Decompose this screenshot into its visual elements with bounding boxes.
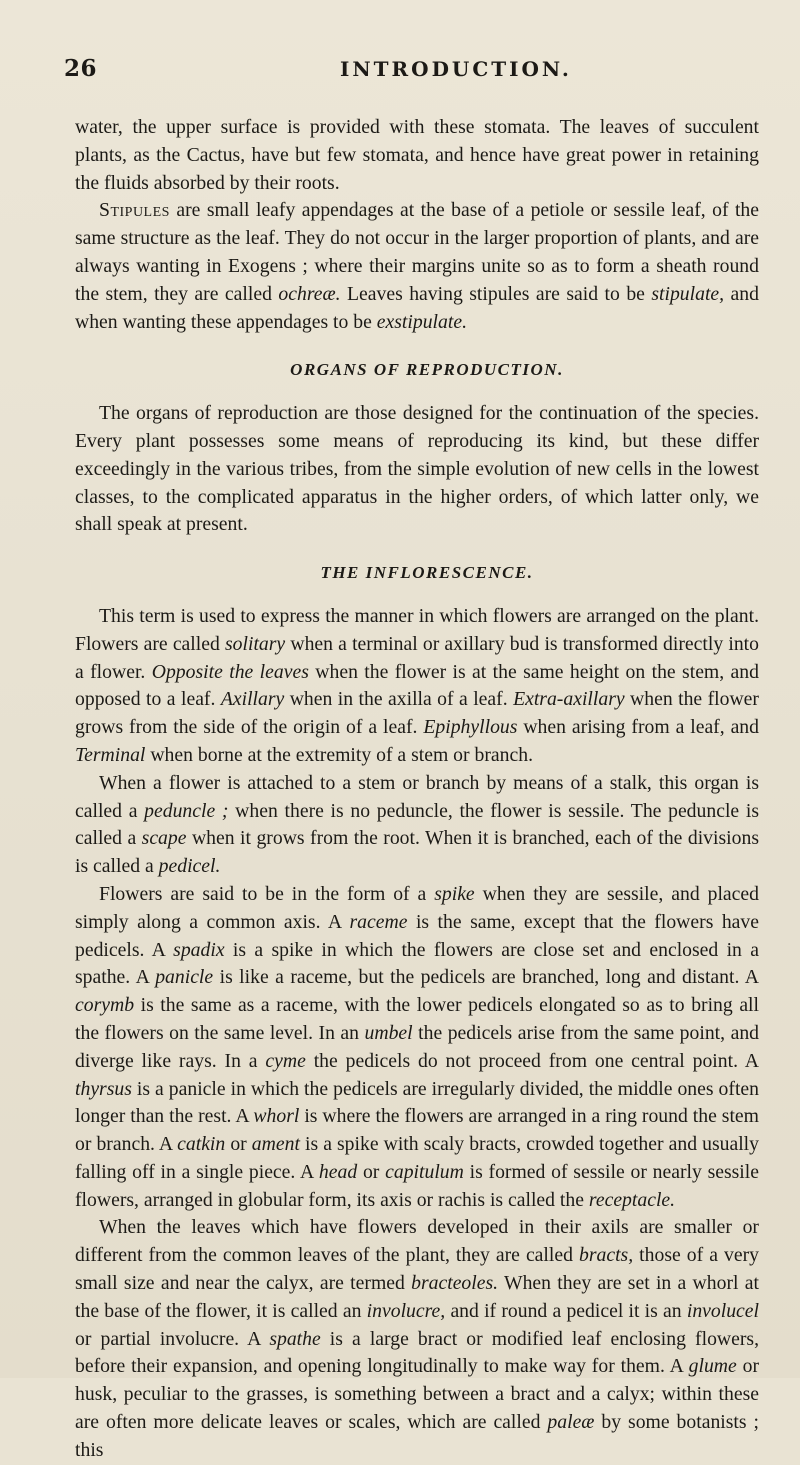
section-heading-reproduction: ORGANS OF REPRODUCTION. xyxy=(290,360,564,380)
term: umbel xyxy=(364,1021,413,1044)
text: is like a raceme, but the pedicels are branched, long and distant. A xyxy=(213,966,759,989)
paragraph-organs-of-reproduction xyxy=(75,400,759,539)
text: and when wanting these appendages to be xyxy=(75,282,759,333)
text: the pedicels do not proceed from one central point. A xyxy=(305,1049,759,1072)
text: when the flower is at the same height on the stem, and opposed to a leaf. xyxy=(75,660,759,711)
text: when arising from a leaf, and xyxy=(517,716,759,739)
paragraph-bracts xyxy=(75,1214,759,1464)
term: ament xyxy=(251,1133,300,1156)
term: capitulum xyxy=(385,1160,464,1183)
term: ochreæ. xyxy=(278,282,341,305)
text: When the leaves which have flowers developed in their axils are smaller or different from the common leaves of the plant, they are called xyxy=(75,1216,759,1267)
text: is a spike in which the flowers are close set and enclosed in a spathe. A xyxy=(75,938,759,989)
text: is the same, except that the flowers have pedicels. A xyxy=(75,910,759,961)
term: head xyxy=(318,1160,358,1183)
term: solitary xyxy=(225,632,286,655)
paragraph-flower-forms xyxy=(75,881,759,1215)
text: are small leafy appendages at the base of a petiole or sessile leaf, of the same structure as the leaf. They do not occur in the larger proportion of plants, and are always wanting in Exogens ; where their margins unite so as to form a sheath round the stem, they are called xyxy=(75,199,759,305)
text: when a terminal or axillary bud is transformed directly into a flower. xyxy=(75,632,759,683)
term: corymb xyxy=(75,994,135,1017)
text: Leaves having stipules are said to be xyxy=(340,282,652,305)
text: or partial involucre. A xyxy=(75,1327,270,1350)
text: the pedicels arise from the same point, and diverge like rays. In a xyxy=(75,1021,760,1072)
term: involucre, xyxy=(366,1299,446,1322)
term: involucel xyxy=(686,1299,759,1322)
text: The organs of reproduction are those designed for the continuation of the species. Every plant possesses some means of reproducing its kind, but these differ exceedingly in the various tribes, from the simple evolution of new cells in the lowest classes, to the complicated apparatus in the higher orders, of which latter only, we shall speak at present. xyxy=(75,402,759,536)
term: stipulate, xyxy=(651,282,725,305)
text: or xyxy=(357,1160,386,1183)
text: when it grows from the root. When it is branched, each of the divisions is called a xyxy=(75,827,759,878)
term: Epiphyllous xyxy=(423,716,518,739)
text: is a large bract or modified leaf enclosing flowers, before their expansion, and opening longitudinally to make way for them. A xyxy=(75,1327,760,1378)
term: raceme xyxy=(349,910,408,933)
text: and if round a pedicel it is an xyxy=(445,1299,687,1322)
term: receptacle. xyxy=(588,1188,676,1211)
running-head: INTRODUCTION. xyxy=(340,57,572,81)
paragraph-stomata-continued xyxy=(75,114,759,197)
term: Terminal xyxy=(75,743,146,766)
text: when in the axilla of a leaf. xyxy=(284,688,514,711)
term: bracts, xyxy=(578,1244,634,1267)
text: is formed of sessile or nearly sessile flowers, arranged in globular form, its axis or rachis is called the xyxy=(75,1160,759,1211)
paragraph-inflorescence-definition xyxy=(75,603,759,770)
term: paleæ xyxy=(547,1411,595,1434)
text: is a panicle in which the pedicels are irregularly divided, the middle ones often longer than the rest. A xyxy=(75,1077,759,1128)
term: catkin xyxy=(177,1133,226,1156)
paragraph-peduncle xyxy=(75,770,759,881)
term: peduncle ; xyxy=(144,799,229,822)
text: is a spike with scaly bracts, crowded together and usually falling off in a single piece. A xyxy=(75,1133,759,1183)
term: spadix xyxy=(173,938,225,961)
page-header xyxy=(0,55,800,85)
section-heading-inflorescence: THE INFLORESCENCE. xyxy=(320,563,534,583)
term: exstipulate. xyxy=(376,310,468,333)
paragraph-stipules xyxy=(75,197,759,336)
text: those of a very small size and near the calyx, are termed xyxy=(75,1244,759,1295)
term: pedicel. xyxy=(158,855,221,878)
body-text xyxy=(75,114,759,1465)
term: panicle xyxy=(155,966,214,989)
term: glume xyxy=(688,1355,737,1378)
text: by some botanists ; this xyxy=(75,1411,759,1461)
text: is the same as a raceme, with the lower pedicels elongated so as to bring all the flowers on the same level. In an xyxy=(75,994,759,1044)
lead-term: Stipules xyxy=(99,199,170,222)
term: spathe xyxy=(269,1327,321,1350)
page-number: 26 xyxy=(64,55,98,82)
term: spike xyxy=(434,882,475,905)
text: When they are set in a whorl at the base of the flower, it is called an xyxy=(75,1272,759,1322)
text: when they are sessile, and placed simply along a common axis. A xyxy=(75,882,759,933)
term: Opposite the leaves xyxy=(151,660,309,683)
term: Extra-axillary xyxy=(513,688,625,711)
text: or xyxy=(225,1133,252,1156)
term: Axillary xyxy=(220,688,285,711)
term: thyrsus xyxy=(75,1077,132,1100)
text: or husk, peculiar to the grasses, is something between a bract and a calyx; within these are often more delicate leaves or scales, which are called xyxy=(75,1355,759,1434)
text: This term is used to express the manner in which flowers are arranged on the plant. Flowers are called xyxy=(75,604,759,655)
term: whorl xyxy=(253,1105,300,1128)
text: Flowers are said to be in the form of a xyxy=(99,882,435,905)
term: bracteoles. xyxy=(411,1272,499,1295)
text: water, the upper surface is provided with these stomata. The leaves of succulent plants, as the Cactus, have but few stomata, and hence have great power in retaining the fluids absorbed by their roots. xyxy=(75,116,759,194)
text: when there is no peduncle, the flower is sessile. The peduncle is called a xyxy=(75,799,759,850)
term: cyme xyxy=(265,1049,306,1072)
term: scape xyxy=(141,827,187,850)
text: when borne at the extremity of a stem or branch. xyxy=(145,743,533,766)
text: when the flower grows from the side of the origin of a leaf. xyxy=(75,688,759,739)
text: is where the flowers are arranged in a ring round the stem or branch. A xyxy=(75,1105,759,1156)
text: When a flower is attached to a stem or branch by means of a stalk, this organ is called a xyxy=(75,771,759,822)
